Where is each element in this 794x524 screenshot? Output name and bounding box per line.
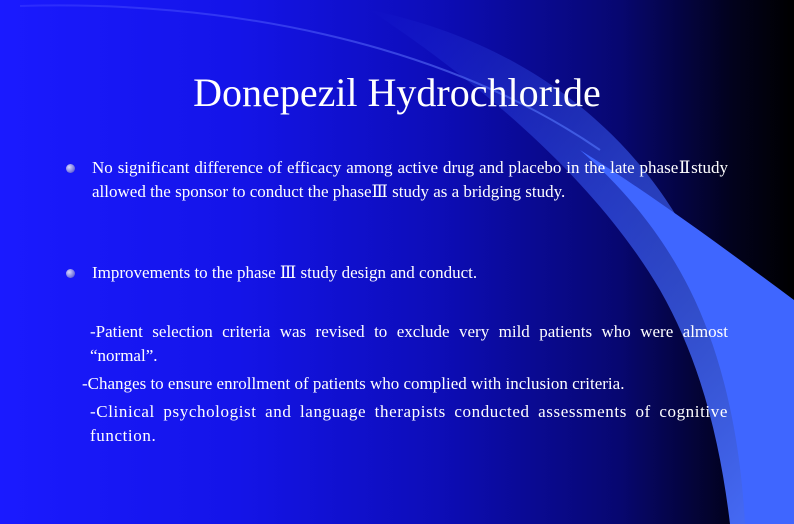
slide-title-text: Donepezil Hydrochloride <box>193 70 601 115</box>
bullet-text: No significant difference of efficacy among active drug and placebo in the late phaseⅡstudy allowed the sponsor to conduct the phaseⅢ study as a bridging study. <box>92 158 728 201</box>
bullet-dot-icon <box>66 164 75 173</box>
slide-title <box>0 68 794 118</box>
sub-item-1 <box>90 320 728 368</box>
sub-item-text: -Changes to ensure enrollment of patients who complied with inclusion criteria. <box>82 374 625 393</box>
sub-item-text: -Patient selection criteria was revised to exclude very mild patients who were almost “normal”. <box>90 322 728 365</box>
sub-item-text: -Clinical psychologist and language therapists conducted assessments of cognitive function. <box>90 402 728 445</box>
bullet-item-1 <box>66 156 728 204</box>
sub-item-2 <box>82 372 728 396</box>
bullet-item-2 <box>66 261 728 285</box>
sub-item-3 <box>90 400 728 448</box>
bullet-text: Improvements to the phase Ⅲ study design and conduct. <box>92 263 478 282</box>
bullet-dot-icon <box>66 269 75 278</box>
